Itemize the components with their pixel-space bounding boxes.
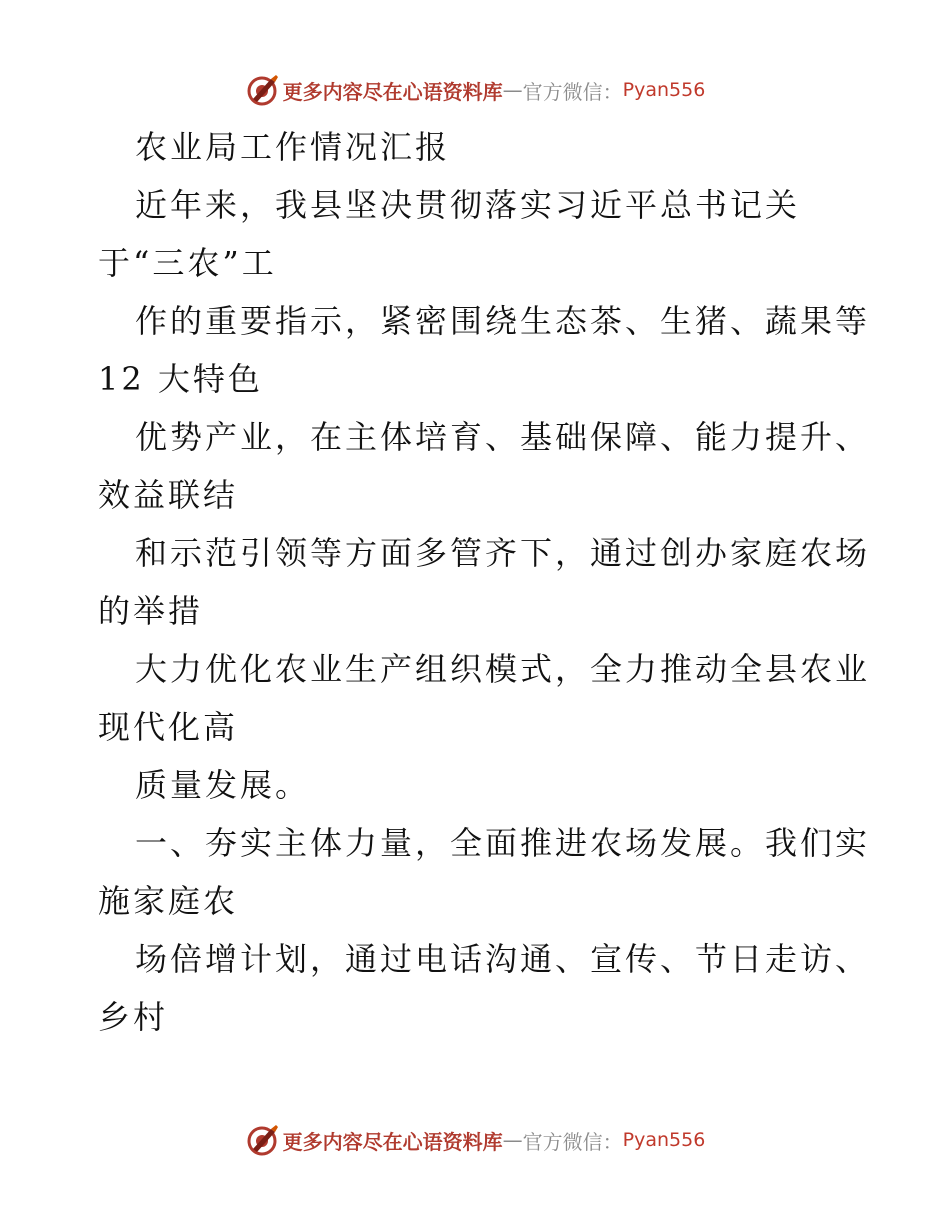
text-line: 大力优化农业生产组织模式，全力推动全县农业	[135, 650, 871, 688]
text-line: 近年来，我县坚决贯彻落实习近平总书记关	[135, 186, 801, 224]
text-line: 12 大特色	[98, 360, 263, 398]
text-line: 现代化高	[98, 708, 239, 746]
text-line: 于“三农”工	[98, 244, 277, 282]
text-line: 的举措	[98, 592, 204, 630]
banner-wechat-id: Pyan556	[622, 79, 706, 101]
text-line: 效益联结	[98, 476, 239, 514]
banner-wechat-label: 官方微信：	[522, 79, 623, 104]
banner-separator: —	[502, 78, 523, 102]
text-line: 和示范引领等方面多管齐下，通过创办家庭农场	[135, 534, 871, 572]
text-line: 质量发展。	[135, 766, 311, 804]
text-line: 施家庭农	[98, 882, 239, 920]
banner-slogan: 更多内容尽在心语资料库	[282, 1129, 503, 1154]
document-title: 农业局工作情况汇报	[135, 128, 451, 166]
pen-logo-icon	[245, 73, 279, 107]
banner-separator: —	[502, 1128, 523, 1152]
text-line: 作的重要指示，紧密围绕生态茶、生猪、蔬果等	[135, 302, 871, 340]
header-banner	[0, 70, 950, 110]
pen-logo-icon	[245, 1123, 279, 1157]
section-heading-line: 一、夯实主体力量，全面推进农场发展。我们实	[135, 824, 871, 862]
document-body	[98, 118, 871, 1046]
banner-wechat-label: 官方微信：	[522, 1129, 623, 1154]
banner-wechat-id: Pyan556	[622, 1129, 706, 1151]
footer-banner	[0, 1120, 950, 1160]
text-line: 乡村	[98, 998, 169, 1036]
text-line: 优势产业，在主体培育、基础保障、能力提升、	[135, 418, 871, 456]
banner-slogan: 更多内容尽在心语资料库	[282, 79, 503, 104]
text-line: 场倍增计划，通过电话沟通、宣传、节日走访、	[135, 940, 871, 978]
